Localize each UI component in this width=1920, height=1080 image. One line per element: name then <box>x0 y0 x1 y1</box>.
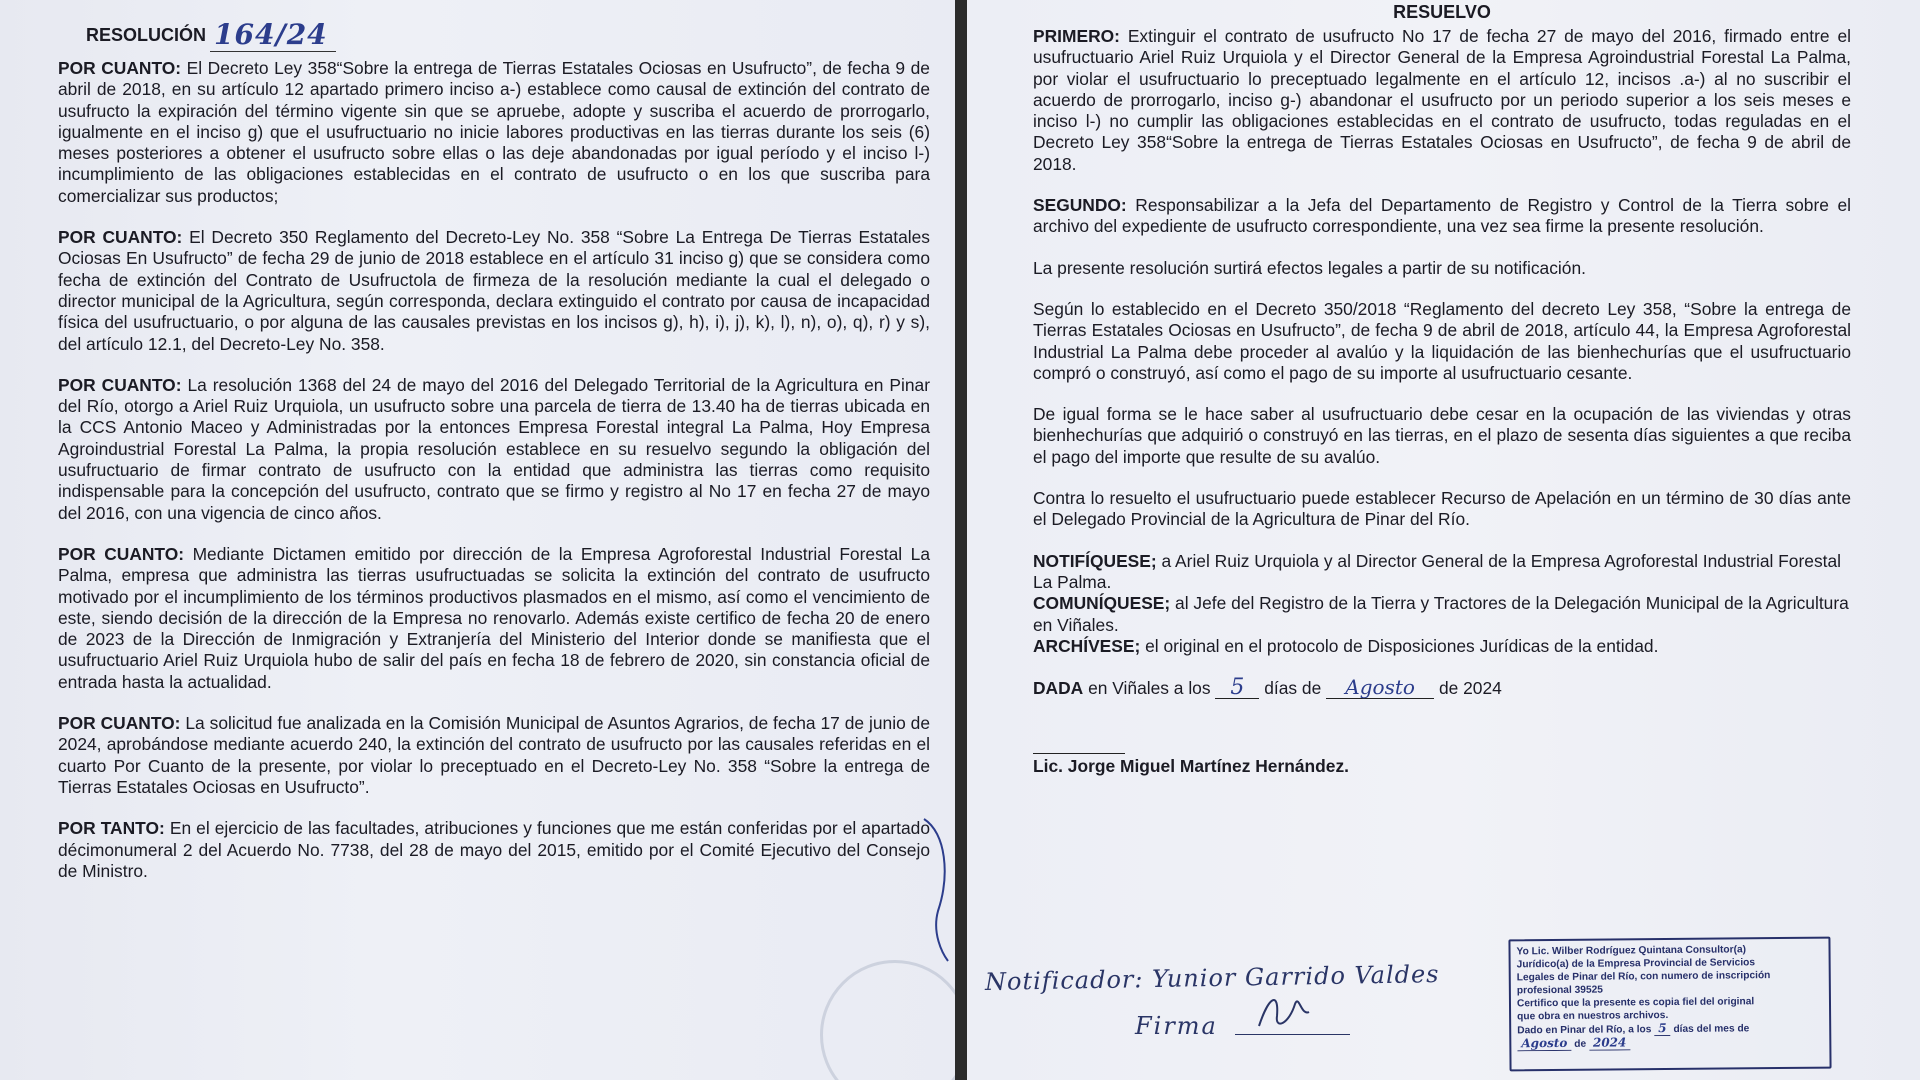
paragraph-lead: POR CUANTO: <box>58 374 182 395</box>
signature-line <box>1033 753 1125 754</box>
left-page <box>0 0 955 1080</box>
left-paragraphs <box>58 58 930 882</box>
paragraph <box>1033 26 1851 175</box>
signer-name: Lic. Jorge Miguel Martínez Hernández. <box>1033 756 1349 777</box>
paragraph-text: De igual forma se le hace saber al usufructuario debe cesar en la ocupación de las viviendas y otras bienhechurías que adquirió o construyó en las tierras, en el plazo de sesenta días siguientes a que reciba el pago del importe que resulte de su avalúo. <box>1033 404 1851 467</box>
stamp-de: de <box>1574 1038 1587 1050</box>
certification-stamp <box>1508 937 1831 1072</box>
resolution-number: 164/24 <box>210 18 336 52</box>
dada-label: DADA <box>1033 678 1084 699</box>
dada-day: 5 <box>1215 677 1259 699</box>
paragraph-lead: SEGUNDO: <box>1033 195 1127 216</box>
paragraph-text: En el ejercicio de las facultades, atribuciones y funciones que me están conferidas por el apartado décimonumeral 2 del Acuerdo No. 7738, del 28 de mayo del 2015, emitido por el Comité Ejecutivo del Consejo de Ministro. <box>58 818 930 881</box>
stamp-line: Legales de Pinar del Río, con numero de inscripción <box>1516 970 1771 984</box>
paragraph-text: El Decreto 350 Reglamento del Decreto-Ley No. 358 “Sobre La Entrega De Tierras Estatales Ociosas En Usufructo” de fecha 29 de junio de 2018 establece en el artículo 31 inciso g) que se considera como fecha de extinción del Contrato de Usufructola de firmeza de la resolución mediante la cual el delegado o director municipal de la Agricultura, según corresponda, declara extinguido el contrato por causa de incapacidad física del usufructuario, o por alguna de las causales previstas en los incisos g), h), i), j), k), l), n), o), q), r) y s), del artículo 12.1, del Decreto-Ley No. 358. <box>58 227 930 354</box>
right-page <box>967 0 1920 1080</box>
signature-scribble <box>1249 986 1319 1036</box>
paragraph-lead: ARCHÍVESE; <box>1033 635 1141 656</box>
stamp-line: Certifico que la presente es copia fiel del original <box>1516 996 1755 1010</box>
stamp-date-line <box>1517 1035 1823 1052</box>
notificador-handwriting: Notificador: Yunior Garrido Valdes <box>984 960 1440 996</box>
notify-block <box>1033 551 1851 657</box>
stamp-dado-mid: días del mes de <box>1673 1023 1750 1035</box>
paragraph <box>58 58 930 207</box>
resolution-heading <box>86 12 930 58</box>
paragraph <box>58 375 930 524</box>
stamp-line: profesional 39525 <box>1516 984 1604 997</box>
handwritten-bracket-mark <box>920 815 954 965</box>
paragraph <box>1033 636 1851 657</box>
paragraph <box>1033 593 1851 636</box>
paragraph-lead: POR CUANTO: <box>58 58 182 78</box>
resolution-label: RESOLUCIÓN <box>86 24 207 45</box>
paragraph <box>58 818 930 882</box>
paragraph-text: La presente resolución surtirá efectos legales a partir de su notificación. <box>1033 257 1586 278</box>
stamp-month: Agosto <box>1517 1036 1571 1051</box>
right-paragraphs <box>1033 26 1851 531</box>
paragraph-text: Extinguir el contrato de usufructo No 17 de fecha 27 de mayo del 2016, firmado entre el usufructuario Ariel Ruiz Urquiola y el Director General de la Empresa Agroindustrial Forestal La Palma, por violar el usufructuario lo preceptuado legalmente en el artículo 12, incisos .a-) al no suscribir el acuerdo de prorrogarlo, inciso g-) abandonar el usufructo por un periodo superior a los seis meses e inciso l-) no cumplir las obligaciones establecidas en el contrato de usufructo, todas reguladas en el Decreto Ley 358“Sobre la entrega de Tierras Estatales Ociosas en Usufructo”, de fecha 9 de abril de 2018. <box>1033 26 1851 174</box>
stamp-year: 2024 <box>1589 1035 1631 1050</box>
paragraph-text: El Decreto Ley 358“Sobre la entrega de Tierras Estatales Ociosas en Usufructo”, de fecha 9 de abril de 2018, en su artículo 12 apartado primero inciso a-) establece como causal de extinción del contrato de usufructo la expiración del término vigente sin que se apruebe, adopte y suscriba el acuerdo de prorrogarlo, igualmente en el inciso g) que el usufructuario no inicie labores productivas en las tierras durante los seis (6) meses posteriores a obtener el usufructo sobre ellas o las deje abandonadas por igual período y el inciso l-) incumplimiento de las obligaciones establecidas en el contrato de usufructo o en los que suscriba para comercializar sus productos; <box>58 58 930 206</box>
paragraph-lead: POR TANTO: <box>58 818 165 839</box>
paragraph-text: La resolución 1368 del 24 de mayo del 2016 del Delegado Territorial de la Agricultura en Pinar del Río, otorgo a Ariel Ruiz Urquiola, un usufructo sobre una parcela de tierra de 13.40 ha de tierras ubicada en la CCS Antonio Maceo y Administradas por la entonces Empresa Forestal integral La Palma, Hoy Empresa Agroindustrial Forestal La Palma, la propia resolución establece en su resuelvo segundo la obligación del usufructuario de firmar contrato de usufructo con la entidad que administra las tierras como requisito indispensable para la concepción del usufructo, contrato que se firmo y registro al No 17 en fecha 27 de mayo del 2016, con una vigencia de cinco años. <box>58 374 930 523</box>
paragraph-text: a Ariel Ruiz Urquiola y al Director General de la Empresa Agroforestal Industrial Forestal La Palma. <box>1033 550 1842 592</box>
paragraph-text: al Jefe del Registro de la Tierra y Tractores de la Delegación Municipal de la Agricultura en Viñales. <box>1033 593 1849 635</box>
dada-text-3: de 2024 <box>1434 678 1502 699</box>
left-content <box>58 12 930 902</box>
paragraph <box>1033 404 1851 468</box>
paragraph-text: Mediante Dictamen emitido por dirección de la Empresa Agroforestal Industrial Forestal La Palma, empresa que administra las tierras usufructuadas se solicita la extinción del contrato de usufructo motivado por el incumplimiento de los términos productivos plasmados en el mismo, así como el vencimiento de este, siendo decisión de la dirección de la Empresa no renovarlo. Además existe certifico de fecha 20 de enero de 2023 de la Dirección de Inmigración y Extranjería del Ministerio del Interior donde se manifiesta que el usufructuario Ariel Ruiz Urquiola hubo de salir del país en fecha 18 de febrero de 2020, sin constancia oficial de entrada hasta la actualidad. <box>58 543 930 692</box>
paragraph <box>1033 299 1851 384</box>
dada-text-1: en Viñales a los <box>1083 678 1216 699</box>
paragraph <box>1033 195 1851 238</box>
resuelvo-heading: RESUELVO <box>1393 2 1491 22</box>
paragraph-lead: POR CUANTO: <box>58 713 181 734</box>
paragraph-text: Contra lo resuelto el usufructuario puede establecer Recurso de Apelación en un término de 30 días ante el Delegado Provincial de la Agricultura de Pinar del Río. <box>1033 488 1851 530</box>
paragraph <box>1033 488 1851 531</box>
paragraph-lead: POR CUANTO: <box>58 543 185 564</box>
paragraph <box>1033 551 1851 594</box>
paragraph-text: Según lo establecido en el Decreto 350/2018 “Reglamento del decreto Ley 358, “Sobre la entrega de Tierras Estatales Ociosas en Usufructo”, de fecha 9 de abril de 2018, artículo 44, la Empresa Agroforestal Industrial La Palma debe proceder al avalúo y la liquidación de las bienhechurías que el usufructuario compró o construyó, así como el pago de su importe al usufructuario cesante. <box>1033 298 1851 383</box>
paragraph-text: el original en el protocolo de Disposiciones Jurídicas de la entidad. <box>1140 635 1659 656</box>
stamp-line: Yo Lic. Wilber Rodríguez Quintana Consultor(a) <box>1516 944 1747 958</box>
stamp-line: Jurídico(a) de la Empresa Provincial de Servicios <box>1516 957 1756 971</box>
stamp-dado-prefix: Dado en Pinar del Río, a los <box>1517 1024 1652 1037</box>
firma-handwriting: Firma <box>1135 1012 1218 1040</box>
paragraph-text: Responsabilizar a la Jefa del Departamento de Registro y Control de la Tierra sobre el archivo del expediente de usufructo correspondiente, una vez sea firme la presente resolución. <box>1033 195 1851 237</box>
paragraph-lead: COMUNÍQUESE; <box>1033 593 1171 614</box>
paragraph <box>58 227 930 355</box>
stamp-day: 5 <box>1654 1021 1670 1036</box>
paragraph <box>58 544 930 693</box>
paragraph-text: La solicitud fue analizada en la Comisión Municipal de Asuntos Agrarios, de fecha 17 de junio de 2024, aprobándose mediante acuerdo 240, la extinción del contrato de usufructo por las causales referidas en el cuarto Por Cuanto de la presente, por violar lo preceptuado en el Decreto-Ley No. 358 “Sobre la entrega de Tierras Estatales Ociosas en Usufructo”. <box>58 713 930 797</box>
dada-month: Agosto <box>1326 677 1434 699</box>
paragraph-lead: NOTIFÍQUESE; <box>1033 550 1157 571</box>
dada-text-2: días de <box>1259 678 1327 699</box>
paragraph-lead: PRIMERO: <box>1033 26 1120 46</box>
right-content <box>1033 2 1851 777</box>
paragraph <box>1033 258 1851 279</box>
paragraph <box>58 713 930 798</box>
paragraph-lead: POR CUANTO: <box>58 227 183 248</box>
faded-seal-watermark <box>820 960 955 1080</box>
stamp-line: que obra en nuestros archivos. <box>1517 1010 1669 1023</box>
dada-line <box>1033 677 1851 699</box>
